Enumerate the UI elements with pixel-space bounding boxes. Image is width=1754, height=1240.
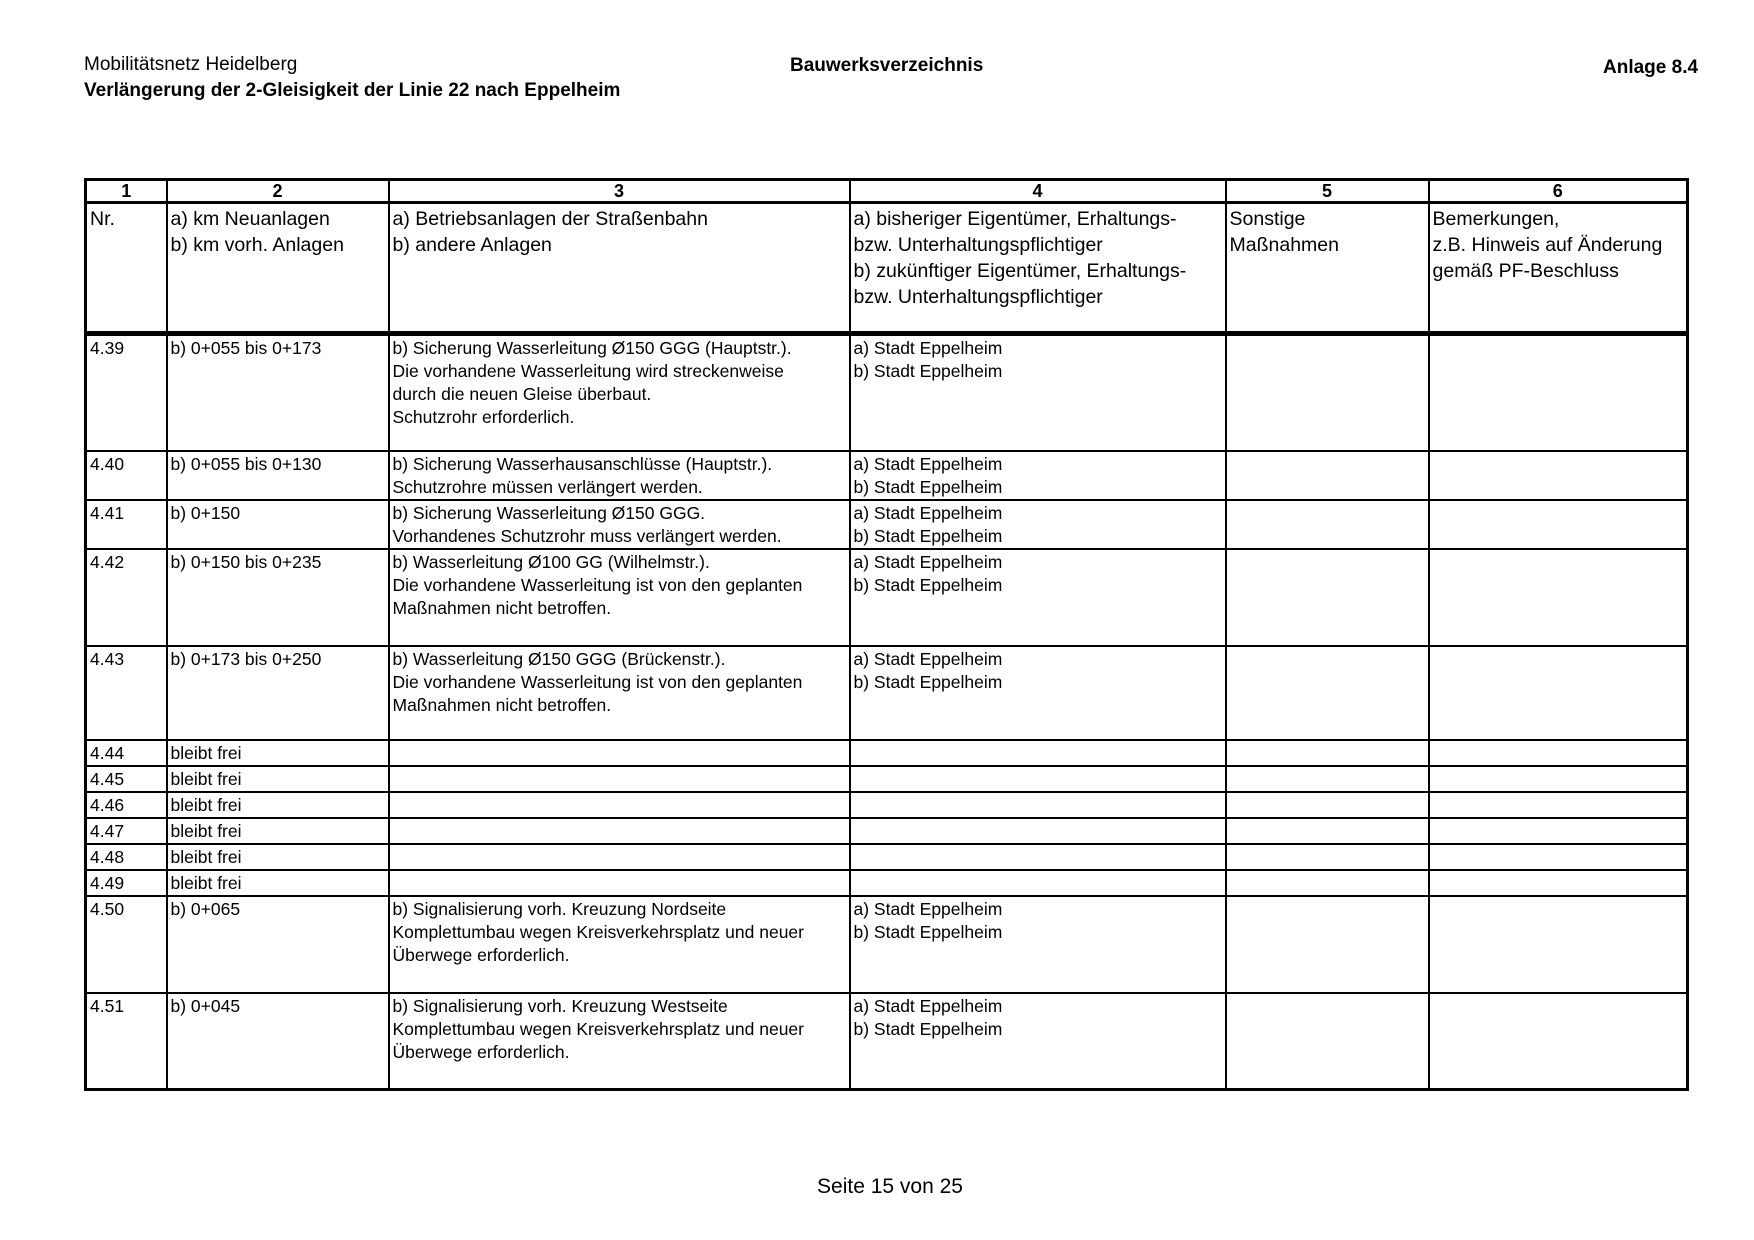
table-row (86, 844, 1688, 870)
column-header-line: z.B. Hinweis auf Änderung (1432, 234, 1663, 256)
cell-eigentuemer (850, 740, 1226, 766)
cell-nr: 4.39 (86, 334, 167, 451)
cell-bemerkungen (1429, 766, 1688, 792)
cell-anlagen-line: Die vorhandene Wasserleitung wird streckenweise (392, 361, 784, 381)
cell-massnahmen (1226, 818, 1429, 844)
cell-nr: 4.42 (86, 549, 167, 646)
cell-anlagen (389, 818, 850, 844)
table-row (86, 549, 1688, 646)
cell-nr: 4.51 (86, 993, 167, 1090)
cell-anlagen-line: Schutzrohr erforderlich. (392, 407, 575, 427)
cell-km: b) 0+065 (167, 896, 389, 993)
cell-eigentuemer (850, 818, 1226, 844)
table-row (86, 993, 1688, 1090)
table-row (86, 766, 1688, 792)
cell-bemerkungen (1429, 740, 1688, 766)
cell-anlagen (389, 740, 850, 766)
cell-massnahmen (1226, 451, 1429, 500)
cell-km: bleibt frei (167, 870, 389, 896)
cell-km: b) 0+150 bis 0+235 (167, 549, 389, 646)
cell-bemerkungen (1429, 549, 1688, 646)
column-header-line: a) km Neuanlagen (170, 208, 330, 230)
cell-bemerkungen (1429, 870, 1688, 896)
cell-massnahmen (1226, 792, 1429, 818)
cell-nr: 4.49 (86, 870, 167, 896)
cell-km: b) 0+055 bis 0+130 (167, 451, 389, 500)
document-title: Bauwerksverzeichnis (790, 55, 984, 76)
column-number: 2 (167, 180, 389, 203)
cell-eigentuemer-line: a) Stadt Eppelheim (853, 898, 1003, 919)
cell-anlagen-line: Vorhandenes Schutzrohr muss verlängert werden. (392, 525, 782, 546)
column-header (167, 203, 389, 334)
cell-massnahmen (1226, 549, 1429, 646)
cell-bemerkungen (1429, 500, 1688, 549)
column-number: 3 (389, 180, 850, 203)
cell-eigentuemer-line: a) Stadt Eppelheim (853, 995, 1003, 1016)
structure-register-table (84, 178, 1689, 1091)
column-header (1429, 203, 1688, 334)
cell-nr: 4.45 (86, 766, 167, 792)
cell-eigentuemer (850, 896, 1226, 993)
column-header-line: Sonstige (1229, 208, 1306, 230)
cell-eigentuemer-line: b) Stadt Eppelheim (853, 361, 1003, 381)
attachment-label: Anlage 8.4 (1603, 57, 1699, 78)
cell-massnahmen (1226, 500, 1429, 549)
cell-massnahmen (1226, 844, 1429, 870)
cell-km: bleibt frei (167, 766, 389, 792)
cell-eigentuemer (850, 993, 1226, 1090)
cell-anlagen-line: Überwege erforderlich. (392, 944, 570, 965)
cell-bemerkungen (1429, 896, 1688, 993)
column-header-line: a) bisheriger Eigentümer, Erhaltungs- (853, 208, 1177, 230)
cell-km: bleibt frei (167, 844, 389, 870)
cell-bemerkungen (1429, 451, 1688, 500)
cell-anlagen-line: Die vorhandene Wasserleitung ist von den geplanten (392, 574, 803, 595)
table-row (86, 451, 1688, 500)
table-row (86, 818, 1688, 844)
column-header (1226, 203, 1429, 334)
cell-anlagen (389, 896, 850, 993)
cell-anlagen (389, 993, 850, 1090)
cell-anlagen-line: Komplettumbau wegen Kreisverkehrsplatz und neuer (392, 1018, 804, 1039)
cell-eigentuemer-line: b) Stadt Eppelheim (853, 1018, 1003, 1039)
cell-nr: 4.47 (86, 818, 167, 844)
cell-km: b) 0+045 (167, 993, 389, 1090)
cell-anlagen-line: b) Sicherung Wasserhausanschlüsse (Hauptstr.). (392, 453, 773, 474)
column-number: 1 (86, 180, 167, 203)
cell-massnahmen (1226, 646, 1429, 740)
cell-nr: 4.44 (86, 740, 167, 766)
cell-anlagen-line: Überwege erforderlich. (392, 1041, 570, 1062)
cell-eigentuemer-line: a) Stadt Eppelheim (853, 502, 1003, 523)
page-number: Seite 15 von 25 (817, 1175, 963, 1198)
cell-anlagen (389, 792, 850, 818)
table-row (86, 740, 1688, 766)
cell-bemerkungen (1429, 818, 1688, 844)
cell-anlagen-line: durch die neuen Gleise überbaut. (392, 384, 652, 404)
cell-bemerkungen (1429, 993, 1688, 1090)
cell-eigentuemer (850, 792, 1226, 818)
cell-eigentuemer-line: b) Stadt Eppelheim (853, 476, 1003, 497)
cell-anlagen (389, 334, 850, 451)
column-number: 4 (850, 180, 1226, 203)
column-header-line: Bemerkungen, (1432, 208, 1560, 230)
cell-nr: 4.41 (86, 500, 167, 549)
cell-km: bleibt frei (167, 818, 389, 844)
cell-eigentuemer (850, 646, 1226, 740)
cell-eigentuemer (850, 870, 1226, 896)
cell-nr: 4.48 (86, 844, 167, 870)
organization-name: Mobilitätsnetz Heidelberg (84, 54, 298, 75)
cell-massnahmen (1226, 334, 1429, 451)
table-row (86, 500, 1688, 549)
cell-anlagen (389, 844, 850, 870)
cell-nr: 4.40 (86, 451, 167, 500)
cell-anlagen-line: b) Wasserleitung Ø100 GG (Wilhelmstr.). (392, 551, 710, 572)
column-number-row (86, 180, 1688, 203)
cell-eigentuemer-line: b) Stadt Eppelheim (853, 671, 1003, 692)
column-header-line: b) zukünftiger Eigentümer, Erhaltungs- (853, 260, 1187, 282)
column-number: 6 (1429, 180, 1688, 203)
cell-bemerkungen (1429, 334, 1688, 451)
cell-anlagen-line: b) Wasserleitung Ø150 GGG (Brückenstr.). (392, 648, 726, 669)
cell-eigentuemer-line: b) Stadt Eppelheim (853, 921, 1003, 942)
cell-bemerkungen (1429, 844, 1688, 870)
column-header (86, 203, 167, 334)
cell-anlagen (389, 549, 850, 646)
column-header-line: Nr. (90, 208, 115, 230)
cell-eigentuemer-line: a) Stadt Eppelheim (853, 551, 1003, 572)
cell-anlagen-line: b) Signalisierung vorh. Kreuzung Nordseite (392, 898, 727, 919)
column-header-line: Maßnahmen (1229, 234, 1339, 256)
column-header-row (86, 203, 1688, 334)
column-number: 5 (1226, 180, 1429, 203)
cell-eigentuemer (850, 500, 1226, 549)
column-header-line: gemäß PF-Beschluss (1432, 260, 1619, 282)
cell-eigentuemer (850, 844, 1226, 870)
column-header (850, 203, 1226, 334)
cell-eigentuemer-line: a) Stadt Eppelheim (853, 648, 1003, 669)
cell-eigentuemer-line: a) Stadt Eppelheim (853, 453, 1003, 474)
cell-anlagen-line: b) Sicherung Wasserleitung Ø150 GGG. (392, 502, 706, 523)
column-header-line: a) Betriebsanlagen der Straßenbahn (392, 208, 708, 230)
table-row (86, 646, 1688, 740)
cell-anlagen-line: Schutzrohre müssen verlängert werden. (392, 476, 703, 497)
cell-anlagen-line: Maßnahmen nicht betroffen. (392, 694, 612, 715)
cell-anlagen-line: Komplettumbau wegen Kreisverkehrsplatz und neuer (392, 921, 804, 942)
cell-anlagen-line: b) Signalisierung vorh. Kreuzung Westseite (392, 995, 728, 1016)
cell-nr: 4.50 (86, 896, 167, 993)
cell-anlagen (389, 870, 850, 896)
table-row (86, 896, 1688, 993)
cell-anlagen-line: Maßnahmen nicht betroffen. (392, 597, 612, 618)
project-title: Verlängerung der 2-Gleisigkeit der Linie 22 nach Eppelheim (84, 80, 621, 101)
cell-anlagen-line: b) Sicherung Wasserleitung Ø150 GGG (Hauptstr.). (392, 338, 792, 358)
table-row (86, 792, 1688, 818)
cell-eigentuemer-line: b) Stadt Eppelheim (853, 574, 1003, 595)
column-header-line: bzw. Unterhaltungspflichtiger (853, 234, 1103, 256)
table-row (86, 334, 1688, 451)
cell-anlagen (389, 766, 850, 792)
cell-eigentuemer-line: a) Stadt Eppelheim (853, 338, 1003, 358)
cell-anlagen (389, 646, 850, 740)
cell-bemerkungen (1429, 792, 1688, 818)
cell-massnahmen (1226, 870, 1429, 896)
cell-km: b) 0+055 bis 0+173 (167, 334, 389, 451)
column-header-line: b) andere Anlagen (392, 234, 552, 256)
cell-anlagen (389, 500, 850, 549)
cell-eigentuemer (850, 549, 1226, 646)
cell-massnahmen (1226, 993, 1429, 1090)
cell-eigentuemer (850, 334, 1226, 451)
column-header (389, 203, 850, 334)
cell-anlagen (389, 451, 850, 500)
column-header-line: bzw. Unterhaltungspflichtiger (853, 286, 1103, 308)
cell-eigentuemer (850, 451, 1226, 500)
cell-km: bleibt frei (167, 792, 389, 818)
cell-km: b) 0+173 bis 0+250 (167, 646, 389, 740)
cell-massnahmen (1226, 896, 1429, 993)
cell-km: bleibt frei (167, 740, 389, 766)
cell-eigentuemer-line: b) Stadt Eppelheim (853, 525, 1003, 546)
cell-bemerkungen (1429, 646, 1688, 740)
cell-massnahmen (1226, 740, 1429, 766)
cell-km: b) 0+150 (167, 500, 389, 549)
cell-nr: 4.43 (86, 646, 167, 740)
cell-eigentuemer (850, 766, 1226, 792)
cell-nr: 4.46 (86, 792, 167, 818)
cell-massnahmen (1226, 766, 1429, 792)
cell-anlagen-line: Die vorhandene Wasserleitung ist von den geplanten (392, 671, 803, 692)
column-header-line: b) km vorh. Anlagen (170, 234, 344, 256)
table-row (86, 870, 1688, 896)
